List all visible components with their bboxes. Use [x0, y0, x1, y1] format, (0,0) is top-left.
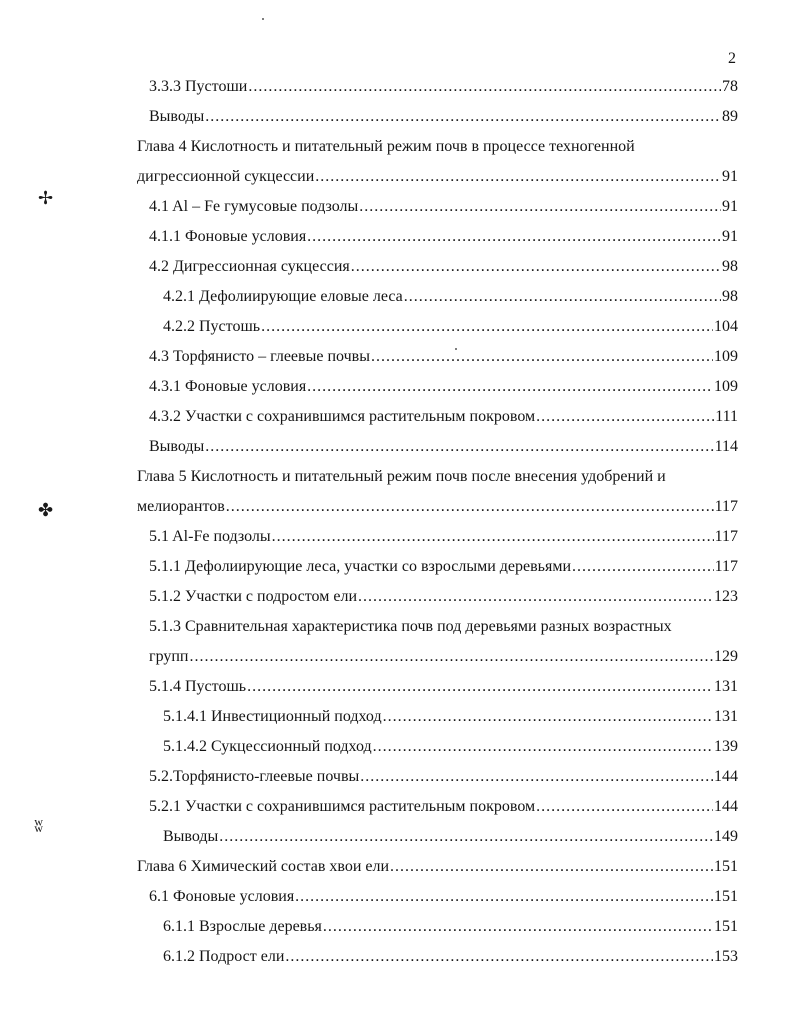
toc-row — [0, 882, 799, 912]
toc-entry — [149, 252, 738, 282]
toc-entry — [163, 822, 738, 852]
toc-row — [0, 222, 799, 252]
toc-entry-title: Выводы — [163, 828, 219, 845]
dot-leader — [315, 162, 721, 192]
toc-row — [0, 492, 799, 522]
toc-row — [0, 672, 799, 702]
toc-entry-title: 4.2.1 Дефолиирующие еловые леса — [163, 288, 403, 305]
toc-row — [0, 102, 799, 132]
toc-entry — [149, 402, 738, 432]
toc-entry-title: 5.1.4.2 Сукцессионный подход — [163, 738, 372, 755]
toc-entry — [149, 342, 738, 372]
toc-entry-title: Выводы — [149, 438, 205, 455]
toc-entry — [149, 222, 738, 252]
toc-entry-page: 144 — [714, 798, 738, 815]
toc-entry-page: 114 — [714, 438, 738, 455]
toc-entry-page: 151 — [714, 858, 738, 875]
margin-ink-mark: ʬ — [34, 816, 44, 836]
dot-leader — [390, 852, 713, 882]
toc-entry — [149, 552, 738, 582]
toc-entry-title: 4.2.2 Пустошь — [163, 318, 261, 335]
toc-entry-title: 5.2.1 Участки с сохранившимся растительным покровом — [149, 798, 536, 815]
toc-entry — [149, 192, 738, 222]
toc-entry-page: 117 — [714, 558, 738, 575]
toc-entry-page: 91 — [722, 198, 738, 215]
dot-leader — [373, 732, 713, 762]
toc-entry-page: 151 — [714, 918, 738, 935]
toc-entry-title: 4.3.1 Фоновые условия — [149, 378, 307, 395]
dot-leader — [189, 642, 713, 672]
toc-entry — [149, 72, 738, 102]
toc-entry — [149, 582, 738, 612]
toc-entry-page: 111 — [715, 408, 738, 425]
toc-entry-page: 151 — [714, 888, 738, 905]
toc-row — [0, 522, 799, 552]
toc-entry-title: 4.1 Al – Fe гумусовые подзолы — [149, 198, 359, 215]
scan-speck — [262, 18, 264, 20]
toc-entry-page: 123 — [714, 588, 738, 605]
toc-entry-title: 5.1.1 Дефолиирующие леса, участки со взрослыми деревьями — [149, 558, 571, 575]
toc-entry-title: 6.1.2 Подрост ели — [163, 948, 285, 965]
table-of-contents — [0, 72, 799, 972]
dot-leader — [219, 822, 713, 852]
toc-entry-page: 117 — [714, 498, 738, 515]
dot-leader — [307, 372, 713, 402]
toc-entry — [163, 732, 738, 762]
dot-leader — [205, 102, 721, 132]
dot-leader — [226, 492, 714, 522]
toc-entry-page: 104 — [714, 318, 738, 335]
dot-leader — [261, 312, 713, 342]
toc-row — [0, 312, 799, 342]
toc-row — [0, 282, 799, 312]
toc-entry-page: 98 — [722, 288, 738, 305]
toc-entry-page: 149 — [714, 828, 738, 845]
toc-entry — [163, 702, 738, 732]
dot-leader — [351, 252, 721, 282]
toc-row — [0, 642, 799, 672]
toc-row — [0, 822, 799, 852]
toc-row — [0, 252, 799, 282]
toc-entry-title: 4.2 Дигрессионная сукцессия — [149, 258, 350, 275]
dot-leader — [307, 222, 721, 252]
page-number: 2 — [728, 50, 736, 67]
toc-row — [0, 792, 799, 822]
toc-entry-title: дигрессионной сукцессии — [137, 168, 315, 185]
toc-entry — [163, 942, 738, 972]
dot-leader — [536, 792, 713, 822]
toc-entry — [149, 372, 738, 402]
toc-entry-page: 78 — [722, 78, 738, 95]
toc-entry — [149, 762, 738, 792]
toc-entry-title: 5.1.4 Пустошь — [149, 678, 247, 695]
toc-entry-page: 153 — [714, 948, 738, 965]
toc-row — [0, 942, 799, 972]
toc-row — [0, 852, 799, 882]
dot-leader — [404, 282, 721, 312]
toc-row — [0, 162, 799, 192]
toc-entry-title: 6.1.1 Взрослые деревья — [163, 918, 322, 935]
toc-entry-title: 5.2.Торфянисто-глеевые почвы — [149, 768, 360, 785]
toc-row — [0, 732, 799, 762]
dot-leader — [285, 942, 713, 972]
toc-entry-page: 117 — [714, 528, 738, 545]
toc-row — [0, 612, 799, 642]
toc-entry-page: 91 — [722, 228, 738, 245]
dot-leader — [205, 432, 713, 462]
toc-entry-page: 144 — [714, 768, 738, 785]
toc-entry — [149, 792, 738, 822]
toc-entry-page: 131 — [714, 708, 738, 725]
toc-entry — [137, 852, 738, 882]
toc-entry-title: групп — [149, 648, 189, 665]
dot-leader — [248, 72, 721, 102]
toc-row — [0, 432, 799, 462]
toc-entry-title: Глава 6 Химический состав хвои ели — [137, 858, 390, 875]
toc-entry-page: 139 — [714, 738, 738, 755]
toc-entry-page: 89 — [722, 108, 738, 125]
toc-entry — [137, 492, 738, 522]
toc-entry-page: 98 — [722, 258, 738, 275]
toc-entry-title: 5.1.4.1 Инвестиционный подход — [163, 708, 382, 725]
toc-row — [0, 702, 799, 732]
toc-row — [0, 192, 799, 222]
toc-entry — [149, 642, 738, 672]
toc-entry — [149, 102, 738, 132]
dot-leader — [295, 882, 713, 912]
toc-entry-title: 5.1.2 Участки с подростом ели — [149, 588, 357, 605]
dot-leader — [323, 912, 713, 942]
toc-entry-title: Глава 4 Кислотность и питательный режим почв в процессе техногенной — [137, 138, 635, 155]
toc-entry-title: 4.3.2 Участки с сохранившимся растительным покровом — [149, 408, 536, 425]
toc-entry-title: 4.3 Торфянисто – глеевые почвы — [149, 348, 370, 365]
toc-entry — [149, 432, 738, 462]
dot-leader — [359, 192, 721, 222]
dot-leader — [572, 552, 714, 582]
toc-entry-title: 6.1 Фоновые условия — [149, 888, 295, 905]
toc-row — [0, 762, 799, 792]
toc-entry-page: 129 — [714, 648, 738, 665]
dot-leader — [358, 582, 713, 612]
dot-leader — [247, 672, 713, 702]
toc-entry — [163, 312, 738, 342]
toc-row — [0, 402, 799, 432]
toc-entry — [163, 912, 738, 942]
dot-leader — [360, 762, 713, 792]
toc-row — [0, 342, 799, 372]
toc-row — [0, 462, 799, 492]
toc-row — [0, 72, 799, 102]
toc-entry-title: мелиорантов — [137, 498, 225, 515]
toc-entry — [149, 882, 738, 912]
dot-leader — [371, 342, 713, 372]
toc-entry-page: 109 — [714, 378, 738, 395]
scan-speck — [455, 348, 457, 350]
toc-entry-title: 5.1.3 Сравнительная характеристика почв под деревьями разных возрастных — [149, 618, 672, 635]
dot-leader — [536, 402, 714, 432]
toc-row — [0, 912, 799, 942]
toc-row — [0, 552, 799, 582]
toc-row — [0, 372, 799, 402]
margin-ink-mark: ✢ — [38, 188, 54, 208]
dot-leader — [272, 522, 714, 552]
toc-entry-page: 91 — [722, 168, 738, 185]
toc-entry-title: 3.3.3 Пустоши — [149, 78, 248, 95]
dot-leader — [383, 702, 713, 732]
toc-entry-title: Глава 5 Кислотность и питательный режим почв после внесения удобрений и — [137, 468, 666, 485]
toc-entry-title: Выводы — [149, 108, 205, 125]
toc-entry-title: 5.1 Al-Fe подзолы — [149, 528, 271, 545]
toc-entry — [149, 672, 738, 702]
toc-entry-title: 4.1.1 Фоновые условия — [149, 228, 307, 245]
toc-entry-page: 109 — [714, 348, 738, 365]
toc-row — [0, 582, 799, 612]
toc-row — [0, 132, 799, 162]
toc-entry — [163, 282, 738, 312]
toc-entry — [149, 522, 738, 552]
toc-entry — [137, 162, 738, 192]
toc-entry-page: 131 — [714, 678, 738, 695]
margin-ink-mark: ✤ — [38, 500, 54, 520]
